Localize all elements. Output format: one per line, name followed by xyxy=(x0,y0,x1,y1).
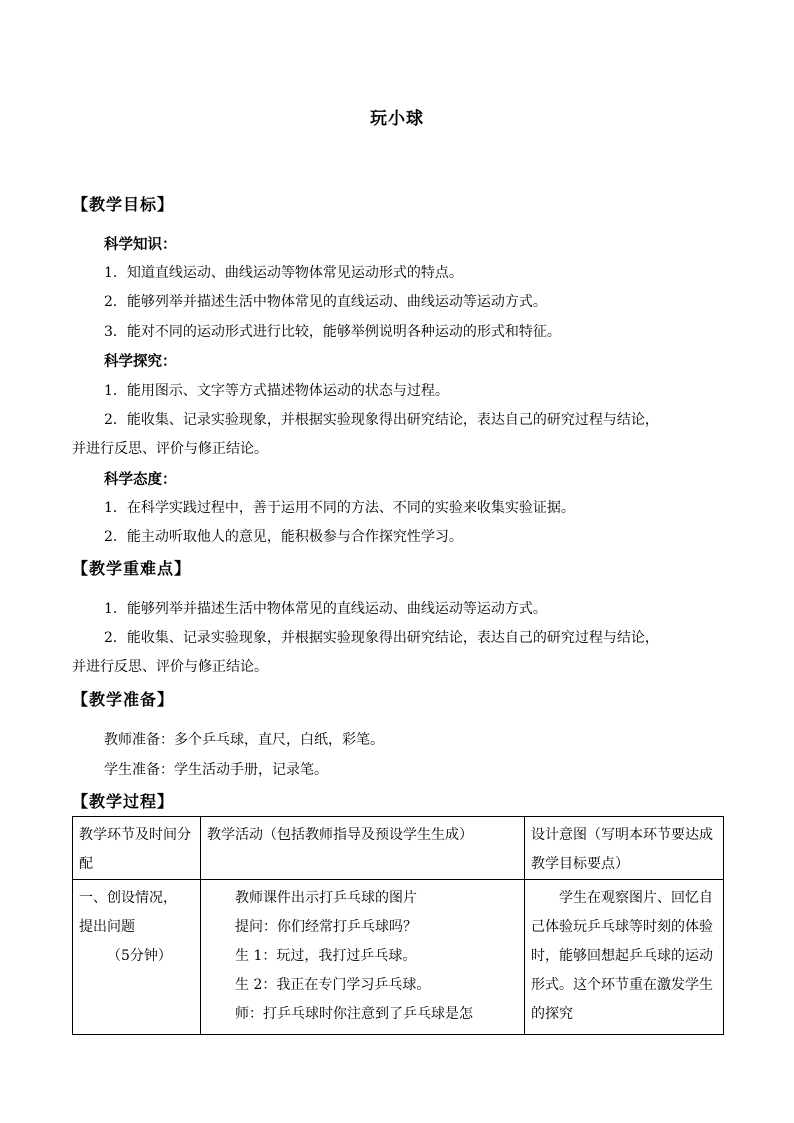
attitude-item: 2．能主动听取他人的意见，能积极参与合作探究性学习。 xyxy=(104,529,463,545)
section-heading-goals: 【教学目标】 xyxy=(72,195,175,214)
section-heading-key-points: 【教学重难点】 xyxy=(72,559,192,578)
key-point-item-continued: 并进行反思、评价与修正结论。 xyxy=(72,659,268,675)
knowledge-item: 2．能够列举并描述生活中物体常见的直线运动、曲线运动等运动方式。 xyxy=(104,294,547,310)
knowledge-item: 1．知道直线运动、曲线运动等物体常见运动形式的特点。 xyxy=(104,265,463,281)
activity-cell xyxy=(201,880,525,1035)
table-header-row xyxy=(73,817,724,880)
table-header-cell: 教学环节及时间分配 xyxy=(73,817,201,880)
section-heading-preparation: 【教学准备】 xyxy=(72,690,175,709)
knowledge-item: 3．能对不同的运动形式进行比较，能够举例说明各种运动的形式和特征。 xyxy=(104,324,561,340)
subheading-attitude: 科学态度： xyxy=(104,471,177,488)
subheading-inquiry: 科学探究： xyxy=(104,353,177,370)
activity-line: 师：打乒乓球时你注意到了乒乓球是怎 xyxy=(235,1006,473,1022)
stage-duration: （5分钟） xyxy=(107,948,172,964)
document-title: 玩小球 xyxy=(370,109,424,129)
key-point-item: 2．能收集、记录实验现象，并根据实验现象得出研究结论，表达自己的研究过程与结论， xyxy=(104,630,659,646)
key-point-item: 1．能够列举并描述生活中物体常见的直线运动、曲线运动等运动方式。 xyxy=(104,601,547,617)
table-header-cell: 教学活动（包括教师指导及预设学生生成） xyxy=(201,817,525,880)
intent-cell xyxy=(525,880,724,1035)
process-table xyxy=(72,816,724,1035)
inquiry-item-continued: 并进行反思、评价与修正结论。 xyxy=(72,441,268,457)
student-preparation: 学生准备：学生活动手册，记录笔。 xyxy=(104,762,328,778)
stage-cell xyxy=(73,880,201,1035)
stage-name: 一、创设情况， xyxy=(79,890,177,906)
table-row xyxy=(73,880,724,1035)
attitude-item: 1．在科学实践过程中，善于运用不同的方法、不同的实验来收集实验证据。 xyxy=(104,500,575,516)
subheading-knowledge: 科学知识： xyxy=(104,236,177,253)
activity-line: 生 2：我正在专门学习乒乓球。 xyxy=(235,977,431,993)
intent-text: 学生在观察图片、回忆自己体验玩乒乓球等时刻的体验时，能够回想起乒乓球的运动形式。这个环节重在激发学生的探究 xyxy=(531,890,713,1022)
inquiry-item: 2．能收集、记录实验现象，并根据实验现象得出研究结论，表达自己的研究过程与结论， xyxy=(104,412,659,428)
activity-line: 教师课件出示打乒乓球的图片 xyxy=(235,890,417,906)
activity-line: 提问：你们经常打乒乓球吗？ xyxy=(235,919,417,935)
section-heading-process: 【教学过程】 xyxy=(72,792,175,811)
table-header-cell: 设计意图（写明本环节要达成教学目标要点） xyxy=(525,817,724,880)
inquiry-item: 1．能用图示、文字等方式描述物体运动的状态与过程。 xyxy=(104,383,449,399)
activity-line: 生 1：玩过，我打过乒乓球。 xyxy=(235,948,417,964)
stage-name: 提出问题 xyxy=(79,919,135,935)
teacher-preparation: 教师准备：多个乒乓球，直尺，白纸，彩笔。 xyxy=(104,732,384,748)
